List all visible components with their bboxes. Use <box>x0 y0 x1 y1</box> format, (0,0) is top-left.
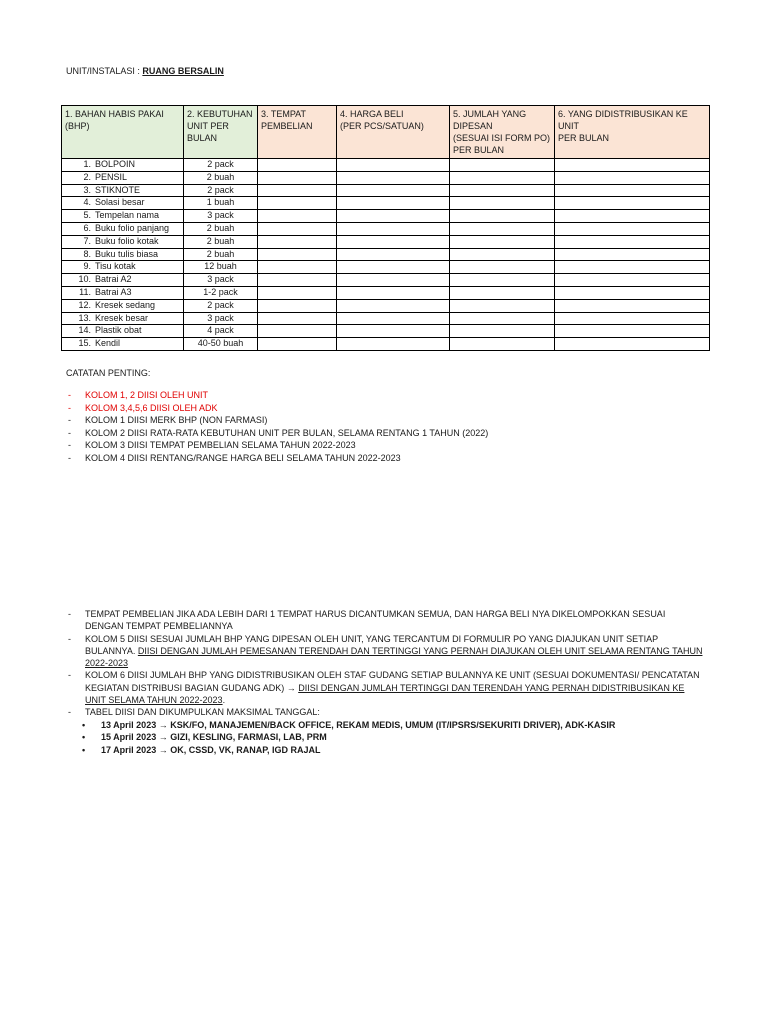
notes-title: CATATAN PENTING: <box>66 368 151 378</box>
table-row <box>62 159 710 172</box>
qty-cell: 1 buah <box>184 197 258 210</box>
table-row <box>62 286 710 299</box>
item-number: 1. <box>83 159 91 169</box>
col-header-harga: 4. HARGA BELI (PER PCS/SATUAN) <box>337 106 450 159</box>
table-row <box>62 274 710 287</box>
qty-cell: 3 pack <box>184 210 258 223</box>
qty-cell: 3 pack <box>184 312 258 325</box>
item-name: Buku folio panjang <box>95 222 170 233</box>
harga-cell[interactable] <box>337 159 450 172</box>
distribusi-cell[interactable] <box>555 159 710 172</box>
tempat-cell[interactable] <box>258 299 337 312</box>
jumlah-cell[interactable] <box>450 261 555 274</box>
qty-cell: 2 buah <box>184 235 258 248</box>
jumlah-cell[interactable] <box>450 286 555 299</box>
jumlah-cell[interactable] <box>450 222 555 235</box>
list-item: - KOLOM 1, 2 DIISI OLEH UNIT <box>68 390 209 400</box>
item-name: Buku folio kotak <box>95 235 159 246</box>
distribusi-cell[interactable] <box>555 210 710 223</box>
list-item: - KOLOM 4 DIISI RENTANG/RANGE HARGA BELI SELAMA TAHUN 2022-2023 <box>68 452 401 463</box>
harga-cell[interactable] <box>337 261 450 274</box>
distribusi-cell[interactable] <box>555 261 710 274</box>
item-name: Kresek sedang <box>95 299 156 310</box>
distribusi-cell[interactable] <box>555 312 710 325</box>
harga-cell[interactable] <box>337 286 450 299</box>
harga-cell[interactable] <box>337 235 450 248</box>
tempat-cell[interactable] <box>258 184 337 197</box>
list-item: - KOLOM 1 DIISI MERK BHP (NON FARMASI) <box>68 415 268 425</box>
jumlah-cell[interactable] <box>450 299 555 312</box>
item-cell <box>62 286 184 299</box>
item-number: 14. <box>78 325 91 336</box>
tempat-cell[interactable] <box>258 210 337 223</box>
table-row <box>62 197 710 210</box>
notes-list <box>66 389 726 464</box>
tempat-cell[interactable] <box>258 261 337 274</box>
deadline-item: • 17 April 2023 → OK, CSSD, VK, RANAP, IGD RAJAL <box>82 745 321 756</box>
item-name: Solasi besar <box>95 197 145 208</box>
item-name: PENSIL <box>95 171 128 182</box>
notes-list-2 <box>66 608 706 757</box>
harga-cell[interactable] <box>337 210 450 223</box>
bhp-table-body <box>62 159 710 351</box>
item-name: Buku tulis biasa <box>95 248 159 259</box>
deadline-list <box>82 719 706 757</box>
item-number: 15. <box>78 338 91 349</box>
tempat-cell[interactable] <box>258 312 337 325</box>
distribusi-cell[interactable] <box>555 222 710 235</box>
table-row <box>62 210 710 223</box>
table-row <box>62 248 710 261</box>
list-item: - TABEL DIISI DAN DIKUMPULKAN MAKSIMAL TANGGAL: • 13 April 2023 → KSK/FO, MANAJEMEN/BACK OFFICE, REKAM MEDIS, UMUM (IT/IPSRS/SEKURITI DRIVER), ADK-KASIR • 15 April 2023 → GIZI, KESLING, FARMASI, LAB, PRM • 17 April 2023 → OK, CSSD, VK, RANAP, IGD RAJAL <box>66 706 706 757</box>
jumlah-cell[interactable] <box>450 184 555 197</box>
col-header-tempat: 3. TEMPAT PEMBELIAN <box>258 106 337 159</box>
jumlah-cell[interactable] <box>450 338 555 351</box>
tempat-cell[interactable] <box>258 274 337 287</box>
table-header-row <box>62 106 710 159</box>
item-cell <box>62 261 184 274</box>
item-number: 9. <box>83 261 91 272</box>
harga-cell[interactable] <box>337 325 450 338</box>
harga-cell[interactable] <box>337 184 450 197</box>
item-cell <box>62 248 184 261</box>
harga-cell[interactable] <box>337 171 450 184</box>
item-cell <box>62 312 184 325</box>
item-name: Batrai A3 <box>95 286 132 297</box>
item-cell <box>62 159 184 172</box>
item-cell <box>62 299 184 312</box>
tempat-cell[interactable] <box>258 235 337 248</box>
table-row <box>62 261 710 274</box>
item-cell <box>62 171 184 184</box>
jumlah-cell[interactable] <box>450 325 555 338</box>
item-number: 8. <box>83 248 91 259</box>
jumlah-cell[interactable] <box>450 274 555 287</box>
item-number: 10. <box>78 274 91 285</box>
jumlah-cell[interactable] <box>450 235 555 248</box>
qty-cell: 12 buah <box>184 261 258 274</box>
tempat-cell[interactable] <box>258 248 337 261</box>
jumlah-cell[interactable] <box>450 197 555 210</box>
tempat-cell[interactable] <box>258 171 337 184</box>
item-name: Plastik obat <box>95 325 142 336</box>
jumlah-cell[interactable] <box>450 210 555 223</box>
qty-cell: 4 pack <box>184 325 258 338</box>
item-number: 7. <box>83 235 91 246</box>
tempat-cell[interactable] <box>258 197 337 210</box>
col-header-kebutuhan: 2. KEBUTUHAN UNIT PER BULAN <box>184 106 258 159</box>
tempat-cell[interactable] <box>258 325 337 338</box>
tempat-cell[interactable] <box>258 286 337 299</box>
item-number: 12. <box>78 299 91 310</box>
distribusi-cell[interactable] <box>555 197 710 210</box>
item-number: 3. <box>83 184 91 195</box>
qty-cell: 2 pack <box>184 184 258 197</box>
unit-value: RUANG BERSALIN <box>142 66 224 76</box>
list-item: - KOLOM 3 DIISI TEMPAT PEMBELIAN SELAMA TAHUN 2022-2023 <box>68 440 356 450</box>
col-header-distribusi: 6. YANG DIDISTRIBUSIKAN KE UNIT PER BULAN <box>555 106 710 159</box>
item-number: 4. <box>83 197 91 208</box>
tempat-cell[interactable] <box>258 159 337 172</box>
table-row <box>62 171 710 184</box>
col-header-jumlah: 5. JUMLAH YANG DIPESAN (SESUAI ISI FORM PO) PER BULAN <box>450 106 555 159</box>
distribusi-cell[interactable] <box>555 325 710 338</box>
harga-cell[interactable] <box>337 299 450 312</box>
qty-cell: 3 pack <box>184 274 258 287</box>
distribusi-cell[interactable] <box>555 338 710 351</box>
item-cell <box>62 222 184 235</box>
tempat-cell[interactable] <box>258 222 337 235</box>
tempat-cell[interactable] <box>258 338 337 351</box>
item-name: Kresek besar <box>95 312 149 323</box>
distribusi-cell[interactable] <box>555 286 710 299</box>
harga-cell[interactable] <box>337 248 450 261</box>
distribusi-cell[interactable] <box>555 171 710 184</box>
jumlah-cell[interactable] <box>450 171 555 184</box>
qty-cell: 1-2 pack <box>184 286 258 299</box>
distribusi-cell[interactable] <box>555 299 710 312</box>
harga-cell[interactable] <box>337 274 450 287</box>
item-name: Kendil <box>95 338 121 349</box>
table-row <box>62 338 710 351</box>
unit-label: UNIT/INSTALASI : <box>66 66 143 76</box>
qty-cell: 2 pack <box>184 159 258 172</box>
qty-cell: 2 pack <box>184 299 258 312</box>
table-row <box>62 222 710 235</box>
unit-instalasi-line <box>66 66 224 76</box>
table-row <box>62 184 710 197</box>
qty-cell: 2 buah <box>184 171 258 184</box>
list-item: - KOLOM 3,4,5,6 DIISI OLEH ADK <box>68 402 218 413</box>
item-cell <box>62 338 184 351</box>
item-number: 11. <box>79 286 91 297</box>
harga-cell[interactable] <box>337 312 450 325</box>
item-number: 5. <box>83 210 91 221</box>
table-row <box>62 325 710 338</box>
table-row <box>62 235 710 248</box>
col-header-bhp: 1. BAHAN HABIS PAKAI (BHP) <box>62 106 184 159</box>
harga-cell[interactable] <box>337 222 450 235</box>
table-row <box>62 299 710 312</box>
item-name: Tisu kotak <box>95 261 136 272</box>
jumlah-cell[interactable] <box>450 159 555 172</box>
item-number: 6. <box>83 222 91 233</box>
item-cell <box>62 325 184 338</box>
table-row <box>62 312 710 325</box>
jumlah-cell[interactable] <box>450 312 555 325</box>
item-name: BOLPOIN <box>95 159 136 169</box>
item-name: Tempelan nama <box>95 210 160 221</box>
item-number: 13. <box>78 312 91 323</box>
qty-cell: 2 buah <box>184 248 258 261</box>
item-cell <box>62 274 184 287</box>
jumlah-cell[interactable] <box>450 248 555 261</box>
list-item: - KOLOM 5 DIISI SESUAI JUMLAH BHP YANG DIPESAN OLEH UNIT, YANG TERCANTUM DI FORMULIR PO YANG DIAJUKAN UNIT SETIAP BULANNYA. DIISI DENGAN JUMLAH PEMESANAN TERENDAH DAN TERTINGGI YANG PERNAH DIAJUKAN OLEH UNIT SELAMA RENTANG TAHUN 2022-2023 <box>68 633 703 669</box>
harga-cell[interactable] <box>337 197 450 210</box>
item-cell <box>62 235 184 248</box>
distribusi-cell[interactable] <box>555 248 710 261</box>
qty-cell: 2 buah <box>184 222 258 235</box>
distribusi-cell[interactable] <box>555 184 710 197</box>
harga-cell[interactable] <box>337 338 450 351</box>
list-item: - TEMPAT PEMBELIAN JIKA ADA LEBIH DARI 1 TEMPAT HARUS DICANTUMKAN SEMUA, DAN HARGA BELI NYA DIKELOMPOKKAN SESUAI DENGAN TEMPAT PEMBELIANNYA <box>68 609 666 632</box>
list-item: - KOLOM 2 DIISI RATA-RATA KEBUTUHAN UNIT PER BULAN, SELAMA RENTANG 1 TAHUN (2022) <box>68 427 489 438</box>
deadline-item: • 15 April 2023 → GIZI, KESLING, FARMASI, LAB, PRM <box>82 732 327 743</box>
qty-cell: 40-50 buah <box>184 338 258 351</box>
deadline-item: • 13 April 2023 → KSK/FO, MANAJEMEN/BACK OFFICE, REKAM MEDIS, UMUM (IT/IPSRS/SEKURITI DRIVER), ADK-KASIR <box>82 719 616 730</box>
bhp-table <box>61 105 710 351</box>
item-name: Batrai A2 <box>95 274 132 285</box>
item-cell <box>62 210 184 223</box>
list-item: - KOLOM 6 DIISI JUMLAH BHP YANG DIDISTRIBUSIKAN OLEH STAF GUDANG SETIAP BULANNYA KE UNIT (SESUAI DOKUMENTASI/ PENCATATAN KEGIATAN DISTRIBUSI BAGIAN GUDANG ADK) → DIISI DENGAN JUMLAH TERTINGGI DAN TERENDAH YANG PERNAH DIDISTRIBUSIKAN KE UNIT SELAMA TAHUN 2022-2023. <box>68 670 700 706</box>
item-name: STIKNOTE <box>95 184 141 195</box>
distribusi-cell[interactable] <box>555 274 710 287</box>
item-cell <box>62 197 184 210</box>
distribusi-cell[interactable] <box>555 235 710 248</box>
item-number: 2. <box>83 171 91 182</box>
item-cell <box>62 184 184 197</box>
